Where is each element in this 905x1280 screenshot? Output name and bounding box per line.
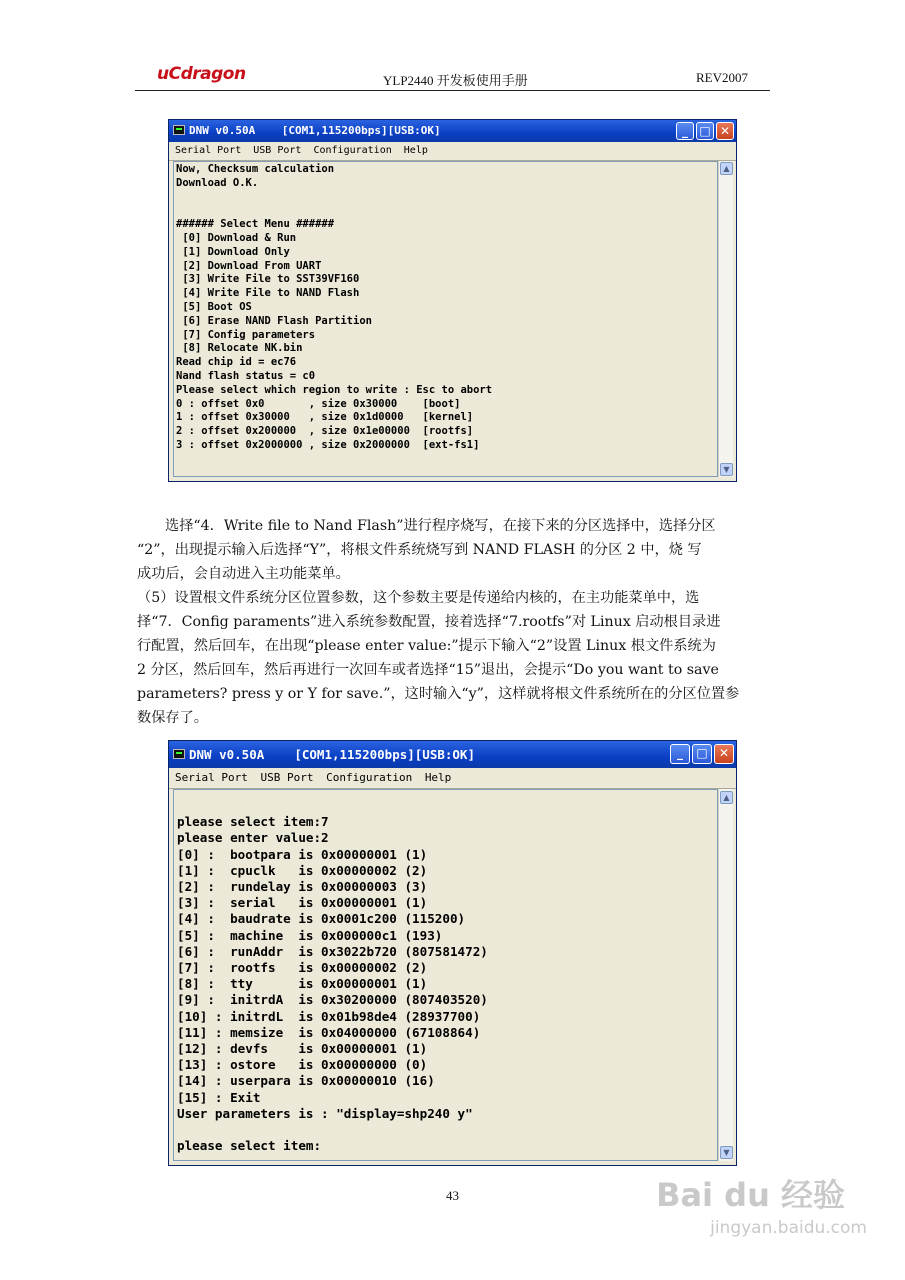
minimize-button[interactable]: _ [670,744,690,764]
terminal-line: 2 : offset 0x200000 , size 0x1e00000 [rootfs] [176,425,474,438]
terminal-line [176,191,717,205]
close-button[interactable]: ✕ [714,744,734,764]
terminal-line: 1 : offset 0x30000 , size 0x1d0000 [kernel] [176,411,474,424]
terminal-line: Please select which region to write : Esc to abort [176,383,493,396]
terminal-app-icon [173,125,185,135]
vertical-scrollbar[interactable] [718,161,733,477]
paragraph-line: （5）设置根文件系统分区位置参数，这个参数主要是传递给内核的，在主功能菜单中，选 [137,590,700,606]
terminal-line: please enter value:2 [177,830,329,846]
terminal-line: [11] : memsize is 0x04000000 (67108864) [177,1024,481,1040]
menu-help[interactable]: Help [424,771,452,784]
scroll-down-arrow-icon[interactable]: ▼ [720,1146,733,1159]
maximize-button[interactable]: □ [692,744,712,764]
terminal-line: Read chip id = ec76 [176,356,297,369]
menu-serial-port[interactable]: Serial Port [175,145,242,156]
terminal-line: [5] Boot OS [176,300,252,313]
terminal-line: User parameters is : "display=shp240 y" [177,1105,473,1121]
page-number: 43 [446,1188,459,1203]
menu-usb-port[interactable]: USB Port [260,771,314,784]
menu-help[interactable]: Help [403,145,428,156]
baidu-watermark-logo: Bai du 经验 [656,1176,845,1214]
terminal-line [177,1122,717,1138]
terminal-line [176,204,717,218]
paragraph-line: 成功后，会自动进入主功能菜单。 [137,566,350,582]
terminal-line: [1] : cpuclk is 0x00000002 (2) [177,862,428,878]
terminal-line: Download O.K. [176,176,259,189]
terminal-line: Now, Checksum calculation [176,163,335,175]
terminal-line: [8] Relocate NK.bin [176,342,303,355]
brand-logo: uCdragon [157,64,246,84]
terminal-line: [6] : runAddr is 0x3022b720 (807581472) [177,943,488,959]
window-title: DNW v0.50A [COM1,115200bps][USB:OK] [189,124,441,137]
maximize-button[interactable]: □ [696,122,714,140]
paragraph-config-rootfs [137,586,771,730]
paragraph-write-file [137,514,771,586]
menu-configuration[interactable]: Configuration [326,771,413,784]
terminal-line: [4] : baudrate is 0x0001c200 (115200) [177,911,466,927]
title-bar[interactable] [169,741,736,768]
terminal-app-icon [173,749,185,759]
menu-usb-port[interactable]: USB Port [253,145,302,156]
scroll-up-arrow-icon[interactable]: ▲ [720,791,733,804]
paragraph-line: “2”，出现提示输入后选择“Y”，将根文件系统烧写到 NAND FLASH 的分区 2 中，烧 写 [137,542,702,558]
terminal-line: [5] : machine is 0x000000c1 (193) [177,927,443,943]
terminal-line: ###### Select Menu ###### [176,218,335,231]
dnw-window-2 [168,740,737,1166]
terminal-line: [13] : ostore is 0x00000000 (0) [177,1057,428,1073]
terminal-line: [14] : userpara is 0x00000010 (16) [177,1073,435,1089]
dnw-window-1 [168,119,737,482]
paragraph-line: 数保存了。 [137,710,208,726]
terminal-line: [2] Download From UART [176,259,322,272]
baidu-watermark-url: jingyan.baidu.com [710,1218,867,1238]
terminal-line [177,798,717,814]
vertical-scrollbar[interactable] [718,789,733,1161]
terminal-line: [7] Config parameters [176,328,316,341]
terminal-line: [9] : initrdA is 0x30200000 (807403520) [177,992,488,1008]
terminal-line: [7] : rootfs is 0x00000002 (2) [177,960,428,976]
terminal-line: 0 : offset 0x0 , size 0x30000 [boot] [176,397,461,410]
paragraph-line: 行配置，然后回车，在出现“please enter value:”提示下输入“2”设置 Linux 根文件系统为 [137,638,716,654]
revision-label: REV2007 [696,70,748,85]
terminal-line: [3] : serial is 0x00000001 (1) [177,895,428,911]
terminal-line: [3] Write File to SST39VF160 [176,273,360,286]
terminal-line: [8] : tty is 0x00000001 (1) [177,976,428,992]
terminal-line: [1] Download Only [176,245,290,258]
window-title: DNW v0.50A [COM1,115200bps][USB:OK] [189,747,475,762]
terminal-line: [12] : devfs is 0x00000001 (1) [177,1041,428,1057]
terminal-line: [15] : Exit [177,1089,261,1105]
document-title: YLP2440 开发板使用手册 [383,73,528,88]
terminal-output[interactable] [173,789,718,1161]
terminal-line: [2] : rundelay is 0x00000003 (3) [177,879,428,895]
paragraph-line: 2 分区，然后回车，然后再进行一次回车或者选择“15”退出，会提示“Do you want to save [137,662,719,678]
terminal-line: [0] Download & Run [176,231,297,244]
scroll-up-arrow-icon[interactable]: ▲ [720,162,733,175]
menu-serial-port[interactable]: Serial Port [175,771,248,784]
paragraph-line: 选择“4．Write file to Nand Flash”进行程序烧写，在接下来的分区选择中，选择分区 [165,518,716,534]
paragraph-line: parameters? press y or Y for save.”，这时输入“y”，这样就将根文件系统所在的分区位置参 [137,686,740,702]
terminal-line: [0] : bootpara is 0x00000001 (1) [177,846,428,862]
terminal-line: [10] : initrdL is 0x01b98de4 (28937700) [177,1008,481,1024]
title-bar[interactable] [169,120,736,142]
paragraph-line: 择“7．Config paraments”进入系统参数配置，接着选择“7.rootfs”对 Linux 启动根目录进 [137,614,721,630]
menu-bar [169,768,736,789]
menu-bar [169,142,736,161]
close-button[interactable]: ✕ [716,122,734,140]
terminal-line: [4] Write File to NAND Flash [176,287,360,300]
menu-configuration[interactable]: Configuration [313,145,392,156]
terminal-line: [6] Erase NAND Flash Partition [176,314,372,327]
scroll-down-arrow-icon[interactable]: ▼ [720,463,733,476]
terminal-line: Nand flash status = c0 [176,369,316,382]
minimize-button[interactable]: _ [676,122,694,140]
terminal-output[interactable] [173,161,718,477]
terminal-line: please select item: [177,1138,322,1154]
terminal-line: please select item:7 [177,814,329,830]
page-header [135,62,770,91]
terminal-line: 3 : offset 0x2000000 , size 0x2000000 [ext-fs1] [176,438,480,451]
